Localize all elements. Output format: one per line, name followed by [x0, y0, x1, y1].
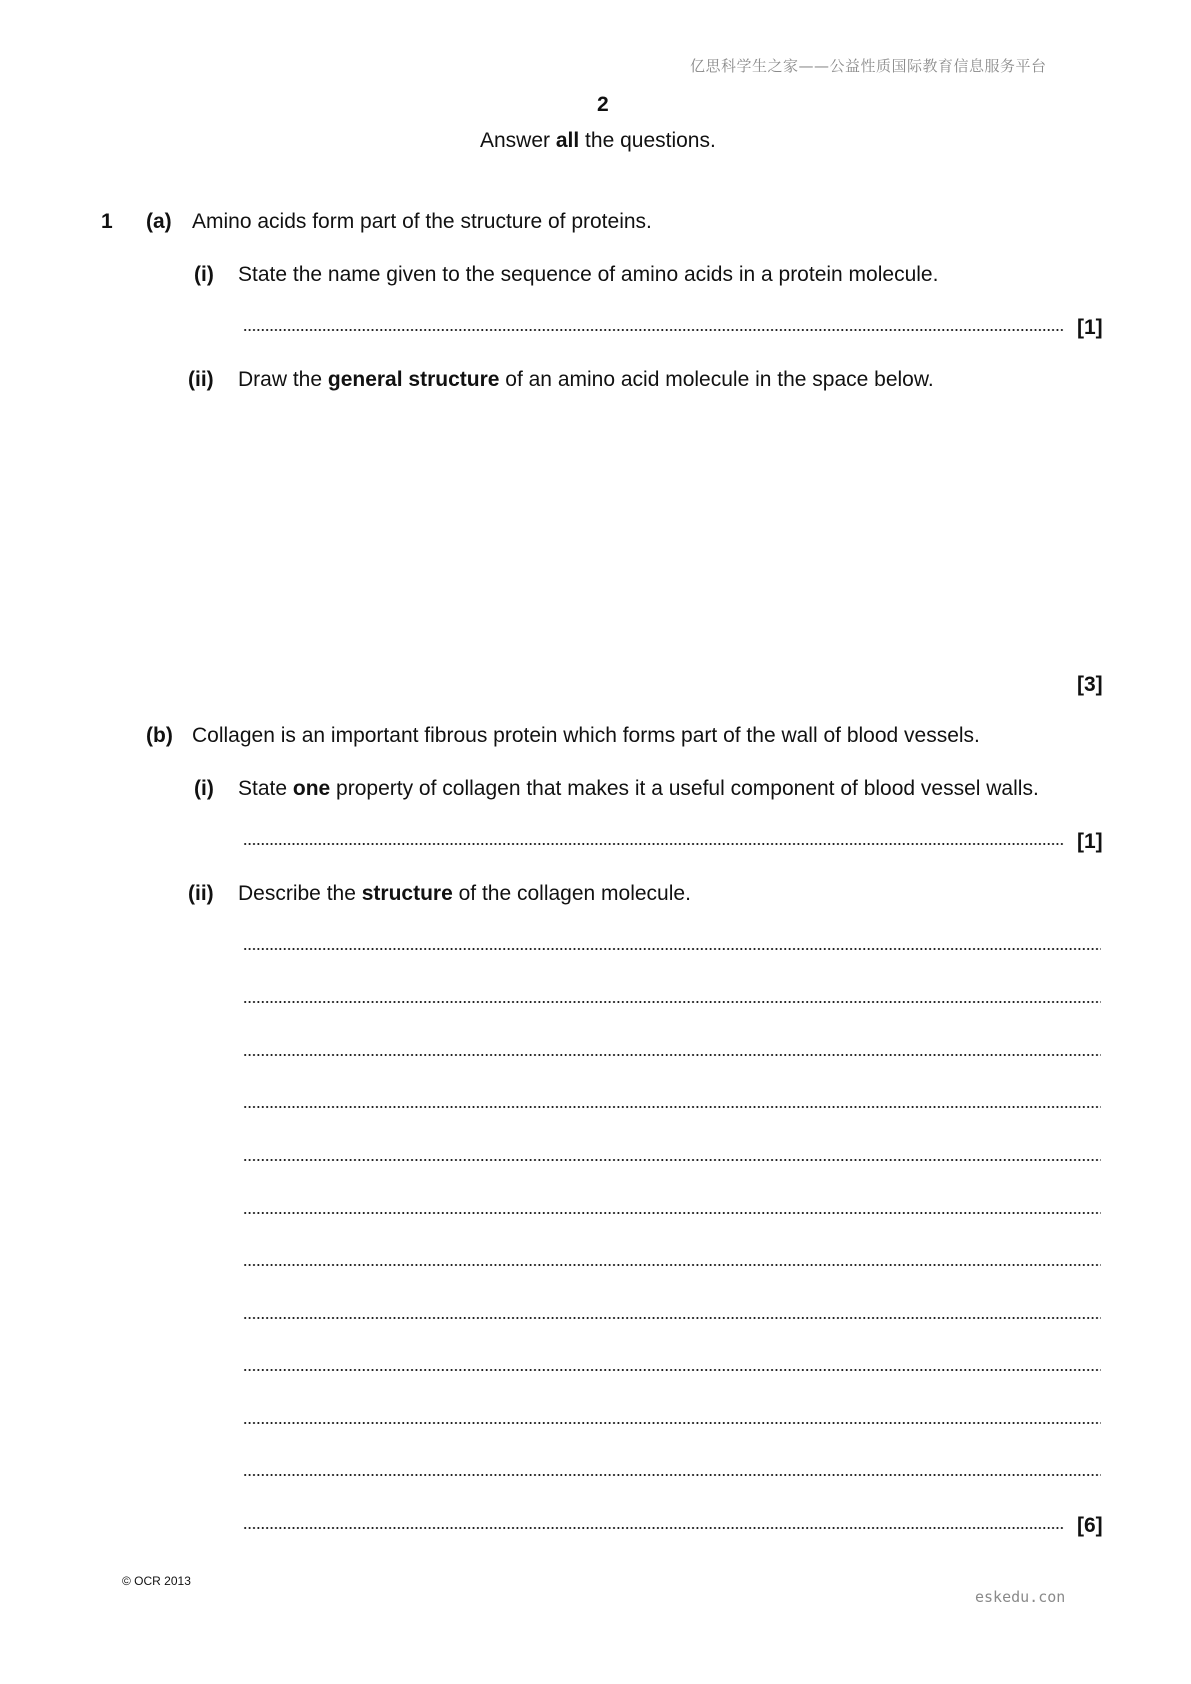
answer-line-a-i[interactable]: [243, 327, 1065, 333]
part-b-ii-pre: Describe the: [238, 882, 362, 905]
instructions-emphasis: all: [555, 129, 580, 152]
part-a-i-text: State the name given to the sequence of amino acids in a protein molecule.: [238, 263, 939, 286]
part-a-i-label: (i): [194, 263, 214, 286]
part-a-ii-label: (ii): [188, 368, 214, 391]
answer-line-b-ii-7[interactable]: [243, 1262, 1101, 1268]
part-b-i-post: property of collagen that makes it a useful component of blood vessel walls.: [330, 777, 1039, 800]
instructions-post: the questions.: [579, 129, 716, 152]
part-b-ii-label: (ii): [188, 882, 214, 905]
part-a-ii-emphasis: general structure: [327, 368, 500, 391]
part-b-i-emphasis: one: [292, 777, 331, 800]
answer-line-b-ii-5[interactable]: [243, 1157, 1101, 1163]
part-a-ii-text: [238, 367, 934, 393]
answer-line-b-ii-11[interactable]: [243, 1472, 1101, 1478]
part-b-ii-post: of the collagen molecule.: [452, 882, 691, 905]
marks-a-i: [1]: [1077, 316, 1103, 339]
answer-line-b-ii-6[interactable]: [243, 1210, 1101, 1216]
instructions: [480, 128, 716, 154]
drawing-space[interactable]: [238, 410, 1098, 660]
footer-copyright: © OCR 2013: [122, 1574, 191, 1588]
part-b-i-label: (i): [194, 777, 214, 800]
answer-line-b-ii-3[interactable]: [243, 1052, 1101, 1058]
part-b-ii-text: [238, 881, 691, 907]
part-b-label: (b): [146, 724, 173, 747]
part-a-ii-post: of an amino acid molecule in the space below.: [499, 368, 934, 391]
answer-line-b-ii-12[interactable]: [243, 1525, 1065, 1531]
part-a-text: Amino acids form part of the structure of proteins.: [192, 210, 652, 233]
answer-line-b-ii-9[interactable]: [243, 1367, 1101, 1373]
marks-b-ii: [6]: [1077, 1514, 1103, 1537]
answer-line-b-ii-2[interactable]: [243, 999, 1101, 1005]
part-a-ii-pre: Draw the: [238, 368, 328, 391]
answer-line-b-ii-10[interactable]: [243, 1420, 1101, 1426]
marks-b-i: [1]: [1077, 830, 1103, 853]
page-number: 2: [597, 93, 609, 116]
part-b-text: Collagen is an important fibrous protein which forms part of the wall of blood vessels.: [192, 724, 980, 747]
answer-line-b-ii-8[interactable]: [243, 1315, 1101, 1321]
part-b-i-pre: State: [238, 777, 293, 800]
answer-line-b-ii-4[interactable]: [243, 1104, 1101, 1110]
instructions-pre: Answer: [480, 129, 556, 152]
part-a-label: (a): [146, 210, 172, 233]
watermark-header: 亿思科学生之家——公益性质国际教育信息服务平台: [690, 57, 1047, 75]
part-b-i-text: [238, 776, 1039, 802]
watermark-footer: eskedu.con: [975, 1588, 1066, 1606]
question-number: 1: [101, 210, 113, 233]
answer-line-b-ii-1[interactable]: [243, 946, 1101, 952]
answer-line-b-i[interactable]: [243, 841, 1065, 847]
marks-a-ii: [3]: [1077, 673, 1103, 696]
part-b-ii-emphasis: structure: [361, 882, 453, 905]
